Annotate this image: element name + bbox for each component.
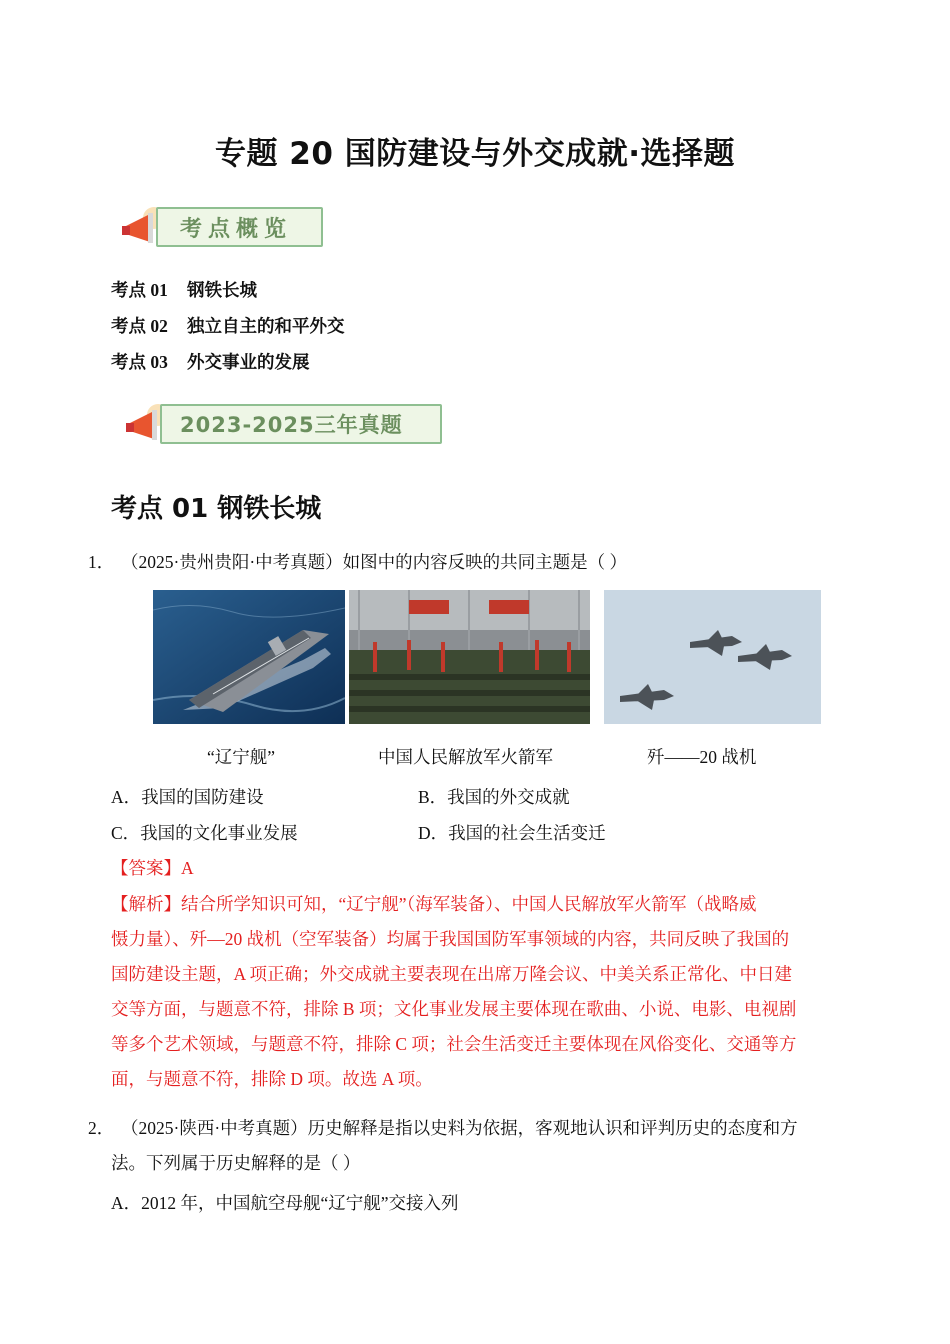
option-a: A．我国的国防建设 <box>111 787 264 807</box>
analysis-line: 慑力量）、歼—20 战机（空军装备）均属于我国国防军事领域的内容，共同反映了我国的 <box>111 929 790 949</box>
analysis-block <box>111 887 871 1097</box>
section-heading: 考点 01 钢铁长城 <box>111 494 322 524</box>
option-c: C．我国的文化事业发展 <box>111 823 298 843</box>
answer-label: 【答案】 <box>111 858 181 878</box>
question-number: 2． <box>88 1118 115 1138</box>
question-number: 1． <box>88 552 115 572</box>
question-text: （2025·贵州贵阳·中考真题）如图中的内容反映的共同主题是（ ） <box>121 552 628 572</box>
question-text: （2025·陕西·中考真题）历史解释是指以史料为依据，客观地认识和评判历史的态度和方 <box>121 1118 798 1138</box>
answer-line <box>111 851 194 886</box>
outline-list <box>111 272 345 380</box>
years-banner <box>122 401 442 447</box>
image-caption: 歼——20 战机 <box>647 747 757 767</box>
years-banner-label: 2023-2025三年真题 <box>160 404 442 444</box>
analysis-line: 等多个艺术领域，与题意不符，排除 C 项；社会生活变迁主要体现在风俗变化、交通等方 <box>111 1034 797 1054</box>
rocket-force-photo <box>349 590 590 724</box>
image-caption: 中国人民解放军火箭军 <box>378 747 553 767</box>
analysis-line: 国防建设主题，A 项正确；外交成就主要表现在出席万隆会议、中美关系正常化、中日建 <box>111 964 793 984</box>
q2-option-a: A．2012 年，中国航空母舰“辽宁舰”交接入列 <box>111 1193 459 1213</box>
analysis-line: 面，与题意不符，排除 D 项。故选 A 项。 <box>111 1069 433 1089</box>
answer-value: A <box>181 858 194 878</box>
option-d: D．我国的社会生活变迁 <box>418 823 606 843</box>
analysis-line: 交等方面，与题意不符，排除 B 项；文化事业发展主要体现在歌曲、小说、电影、电视剧 <box>111 999 797 1019</box>
page-title: 专题 20 国防建设与外交成就·选择题 <box>215 136 735 172</box>
overview-banner <box>118 204 323 250</box>
liaoning-carrier-photo <box>153 590 345 724</box>
outline-item: 考点 01 钢铁长城 <box>111 280 257 300</box>
question-1-stem <box>88 545 627 580</box>
overview-banner-label: 考点概览 <box>156 207 323 247</box>
question-2-stem <box>88 1111 878 1181</box>
option-b: B．我国的外交成就 <box>418 787 570 807</box>
analysis-label: 【解析】 <box>111 894 181 914</box>
outline-item: 考点 03 外交事业的发展 <box>111 352 310 372</box>
j20-fighter-photo <box>604 590 821 724</box>
image-caption: “辽宁舰” <box>207 747 276 767</box>
analysis-line: 【解析】结合所学知识可知，“辽宁舰”（海军装备）、中国人民解放军火箭军（战略威 <box>111 894 757 914</box>
outline-item: 考点 02 独立自主的和平外交 <box>111 316 345 336</box>
question-text: 法。下列属于历史解释的是（ ） <box>111 1153 361 1173</box>
